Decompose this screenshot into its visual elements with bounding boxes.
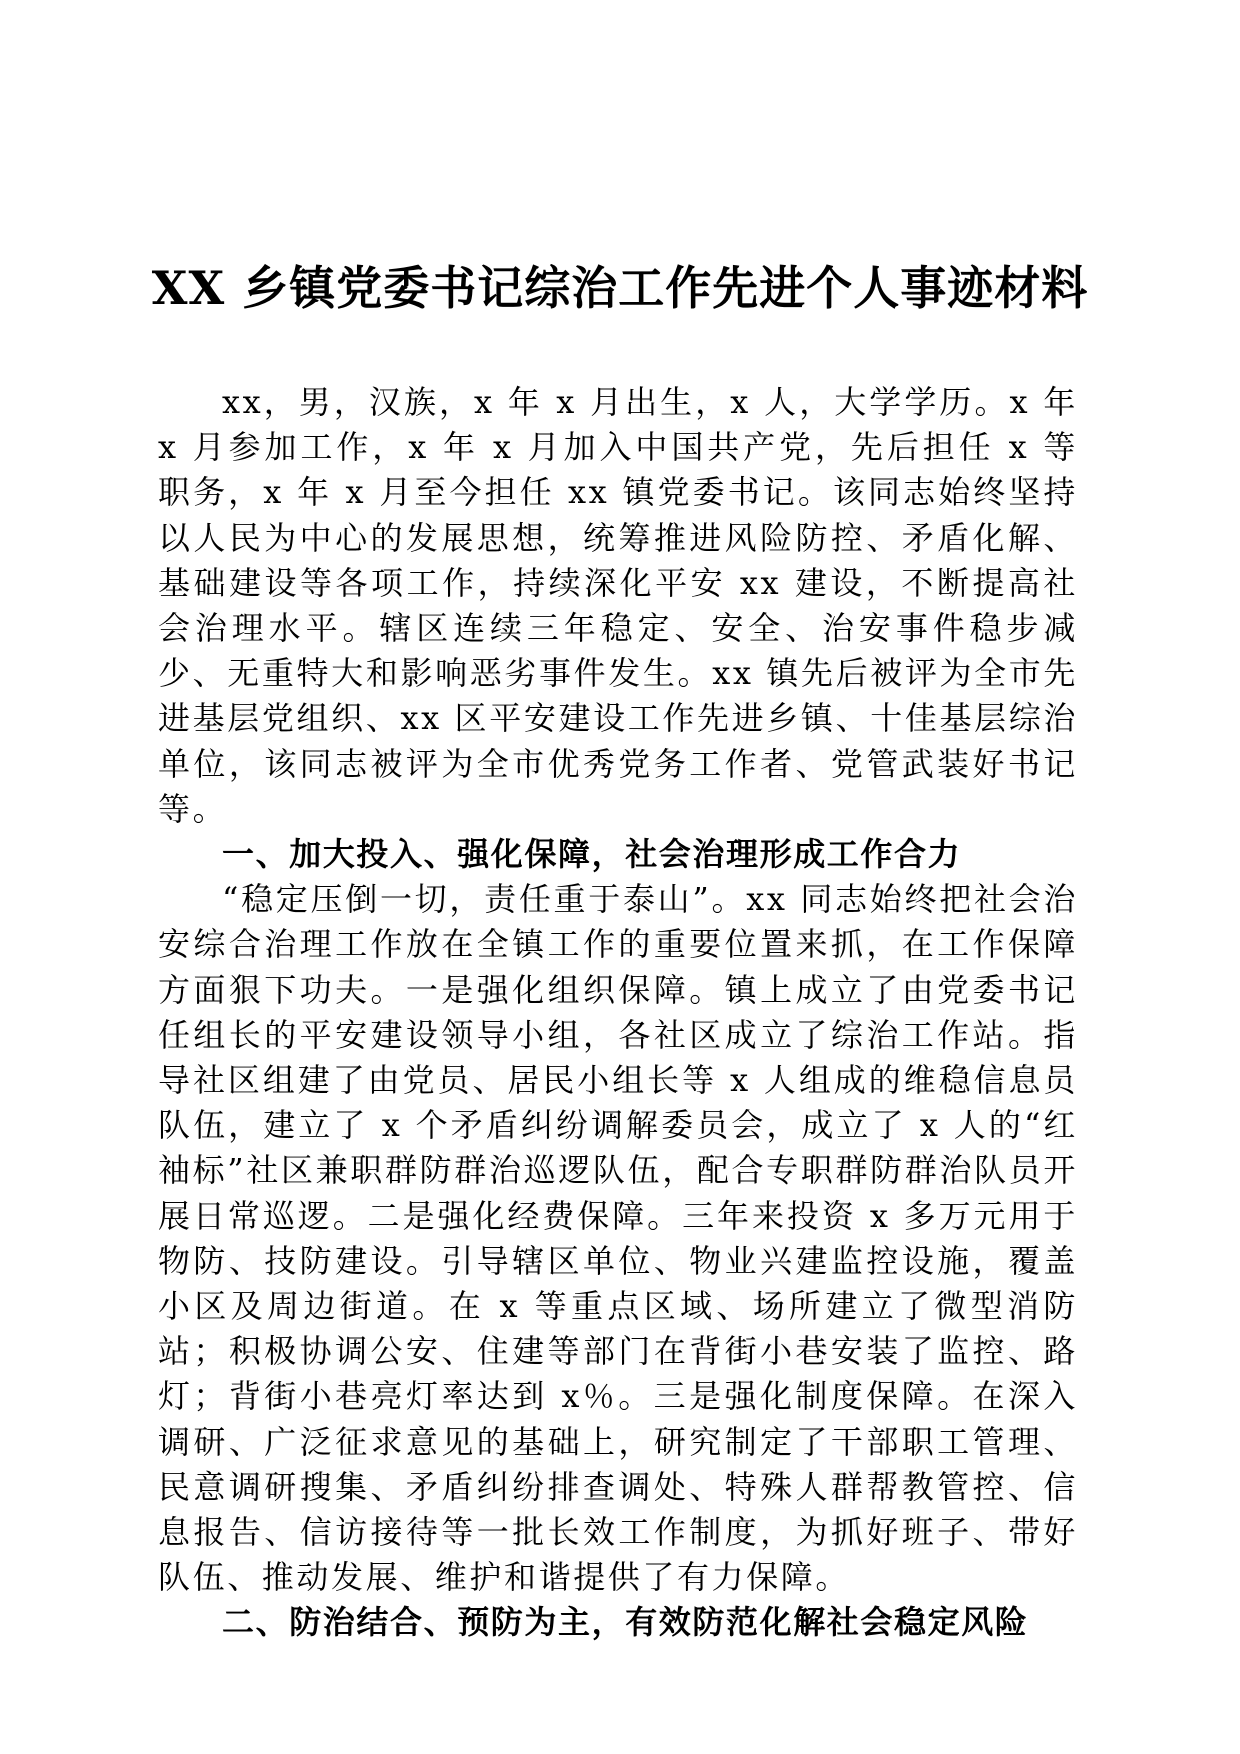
intro-paragraph: xx，男，汉族，x 年 x 月出生，x 人，大学学历。x 年 x 月参加工作，x 年 x 月加入中国共产党，先后担任 x 等职务，x 年 x 月至今担任 xx 镇党委书记。该同志始终坚持以人民为中心的发展思想，统筹推进风险防控、矛盾化解、基础建设等各项工作，持续深化平安 xx 建设，不断提高社会治理水平。辖区连续三年稳定、安全、治安事件稳步减少、无重特大和影响恶劣事件发生。xx 镇先后被评为全市先进基层党组织、xx 区平安建设工作先进乡镇、十佳基层综治单位，该同志被评为全市优秀党务工作者、党管武装好书记等。 bbox=[158, 383, 1078, 828]
document-body bbox=[158, 380, 1078, 1646]
section-1-paragraph: “稳定压倒一切，责任重于泰山”。xx 同志始终把社会治安综合治理工作放在全镇工作的重要位置来抓，在工作保障方面狠下功夫。一是强化组织保障。镇上成立了由党委书记任组长的平安建设领导小组，各社区成立了综治工作站。指导社区组建了由党员、居民小组长等 x 人组成的维稳信息员队伍，建立了 x 个矛盾纠纷调解委员会，成立了 x 人的“红袖标”社区兼职群防群治巡逻队伍，配合专职群防群治队员开展日常巡逻。二是强化经费保障。三年来投资 x 多万元用于物防、技防建设。引导辖区单位、物业兴建监控设施，覆盖小区及周边街道。在 x 等重点区域、场所建立了微型消防站；积极协调公安、住建等部门在背街小巷安装了监控、路灯；背街小巷亮灯率达到 x％。三是强化制度保障。在深入调研、广泛征求意见的基础上，研究制定了干部职工管理、民意调研搜集、矛盾纠纷排查调处、特殊人群帮教管控、信息报告、信访接待等一批长效工作制度，为抓好班子、带好队伍、推动发展、维护和谐提供了有力保障。 bbox=[158, 880, 1078, 1597]
document-title: XX 乡镇党委书记综治工作先进个人事迹材料 bbox=[151, 261, 1089, 315]
section-1-heading: 一、加大投入、强化保障，社会治理形成工作合力 bbox=[222, 835, 962, 874]
section-2-heading: 二、防治结合、预防为主，有效防范化解社会稳定风险 bbox=[222, 1603, 1029, 1642]
